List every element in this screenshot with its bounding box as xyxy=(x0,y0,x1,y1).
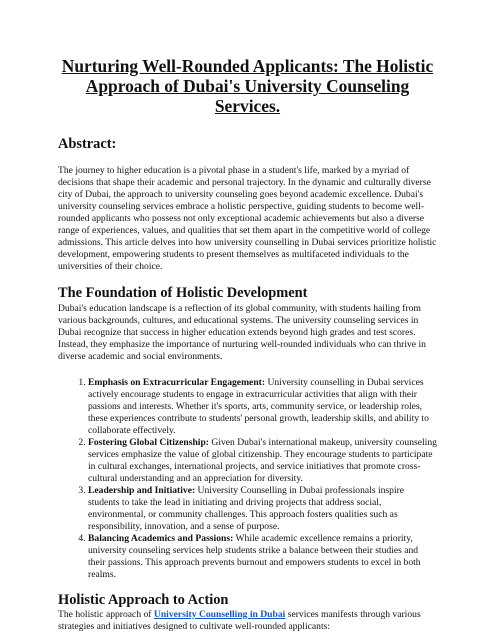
list-item xyxy=(88,377,437,437)
list-item-lead: Fostering Global Citizenship: xyxy=(88,437,209,448)
list-item-text: While academic excellence remains a priority, university counseling services help students strike a balance between their studies and their passions. This approach prevents burnout and empowers students to excel in both realms. xyxy=(88,533,421,580)
list-item-lead: Emphasis on Extracurricular Engagement: xyxy=(88,377,266,388)
foundation-list xyxy=(58,377,437,581)
abstract-heading: Abstract: xyxy=(58,136,117,152)
action-paragraph xyxy=(58,609,437,633)
list-item xyxy=(88,533,437,581)
university-counselling-link[interactable]: University Counselling in Dubai xyxy=(153,609,286,620)
foundation-heading: The Foundation of Holistic Development xyxy=(58,285,308,301)
list-item-text: Given Dubai's international makeup, university counseling services emphasize the value of global citizenship. They encourage students to participate in cultural exchanges, international projects, and service initiatives that promote cross-cultural understanding and an appreciation for diversity. xyxy=(88,437,437,484)
list-item-lead: Balancing Academics and Passions: xyxy=(88,533,234,544)
action-text-after: services manifests through various strategies and initiatives designed to cultivate well-rounded applicants: xyxy=(58,609,421,632)
list-item-text: University counselling in Dubai services actively encourage students to engage in extracurricular activities that align with their passions and interests. Whether it's sports, arts, community service, or leadership roles, these experiences contribute to students' personal growth, leadership skills, and ability to collaborate effectively. xyxy=(88,377,429,436)
list-item-text: University Counselling in Dubai professionals inspire students to take the lead in initiating and driving projects that address social, environmental, or community challenges. This approach fosters qualities such as responsibility, innovation, and a sense of purpose. xyxy=(88,485,405,532)
action-heading: Holistic Approach to Action xyxy=(58,592,229,608)
document-title: Nurturing Well-Rounded Applicants: The Holistic Approach of Dubai's University Counseling Services. xyxy=(61,56,434,116)
list-item xyxy=(88,485,437,533)
foundation-paragraph: Dubai's education landscape is a reflection of its global community, with students hailing from various backgrounds, cultures, and educational systems. The university counseling services in Dubai recognize that success in higher education extends beyond high grades and test scores. Instead, they emphasize the importance of nurturing well-rounded individuals who can thrive in diverse academic and social environments. xyxy=(58,303,426,362)
list-item xyxy=(88,437,437,485)
action-text-before: The holistic approach of xyxy=(58,609,154,620)
abstract-paragraph: The journey to higher education is a pivotal phase in a student's life, marked by a myriad of decisions that shape their academic and personal trajectory. In the dynamic and culturally diverse city of Dubai, the approach to university counseling goes beyond academic excellence. Dubai's university counseling services embrace a holistic perspective, guiding students to become well-rounded applicants who possess not only exceptional academic achievements but also a diverse range of experiences, values, and qualities that set them apart in the competitive world of college admissions. This article delves into how university counselling in Dubai services prioritize holistic development, empowering students to present themselves as multifaceted individuals to the universities of their choice. xyxy=(58,165,437,272)
list-item-lead: Leadership and Initiative: xyxy=(88,485,196,496)
